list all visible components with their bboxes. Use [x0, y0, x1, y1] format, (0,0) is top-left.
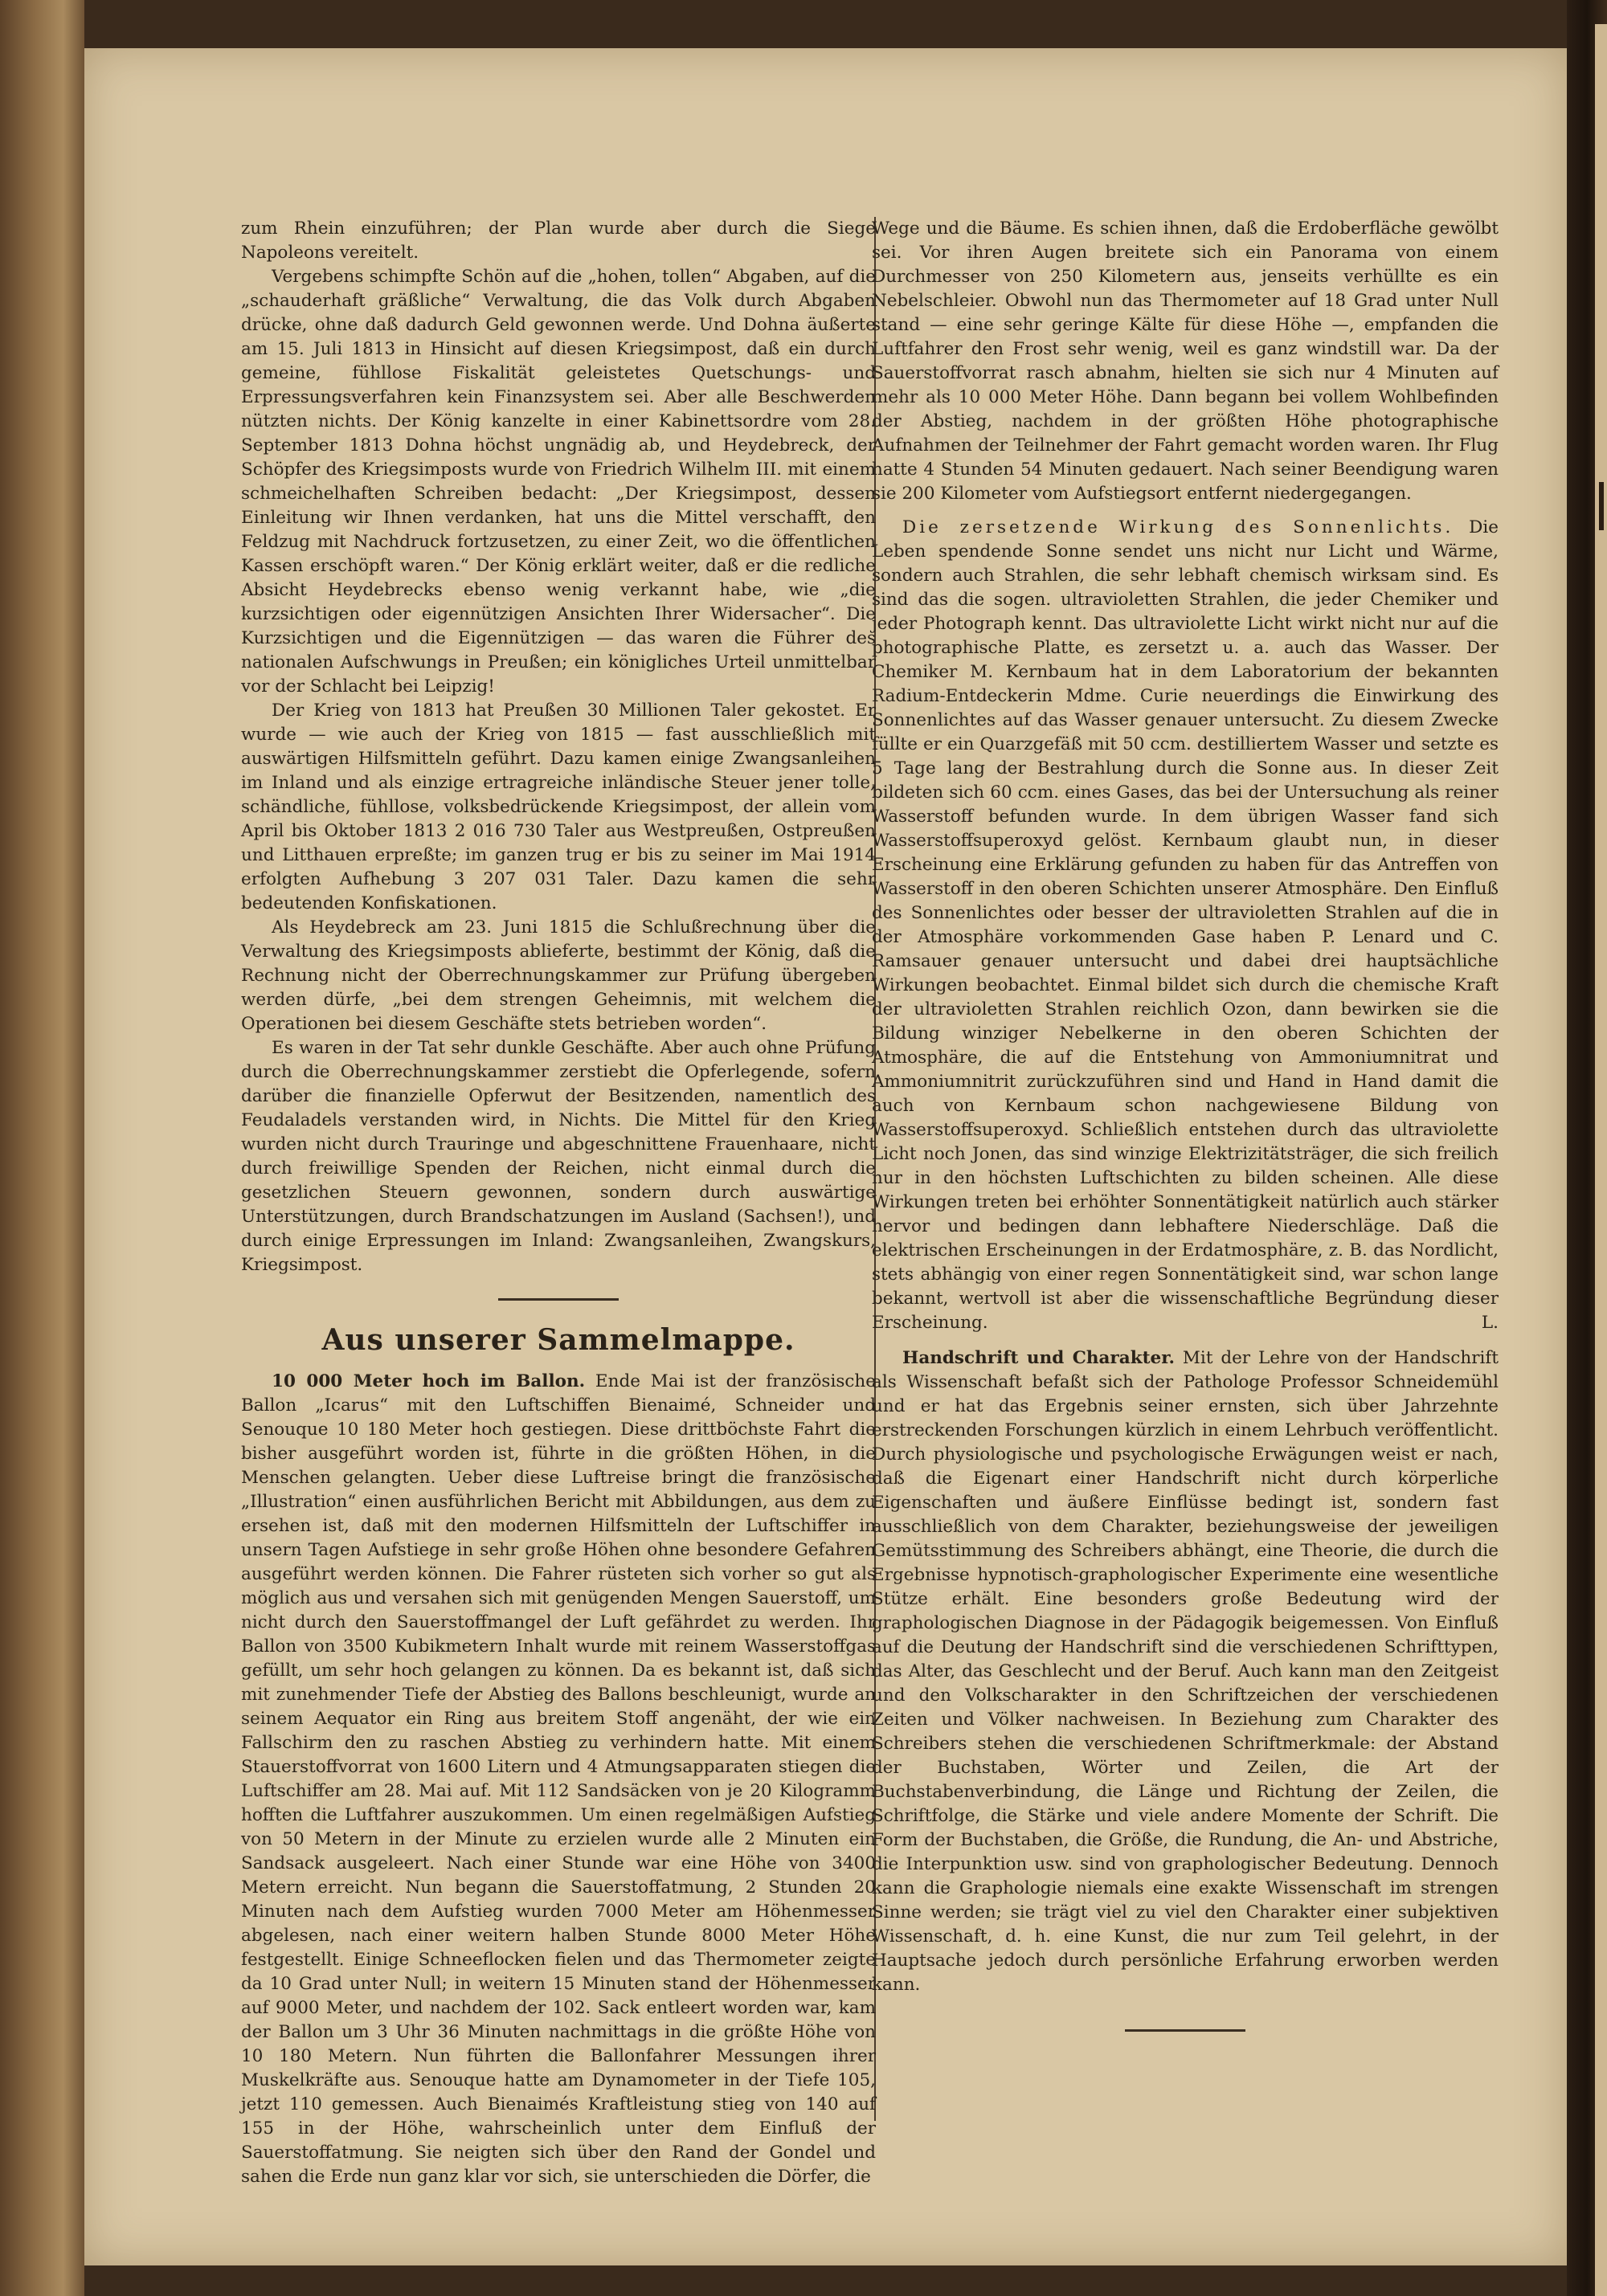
article-text-balloon: Ende Mai ist der französische Ballon „Icarus“ mit den Luftschiffen Bienaimé, Schneider und Senouque 10 180 Meter hoch gestiegen. Diese drittböchste Fahrt die bisher ausgeführt worden ist, führte in die größten Höhen, in die Menschen gelangten. Ueber diese Luftreise bringt die französische „Illustration“ einen ausführlichen Bericht mit Abbildungen, aus dem zu ersehen ist, daß mit den modernen Hilfsmitteln der Luftschiffer in unsern Tagen Aufstiege in sehr große Höhen ohne besondere Gefahren ausgeführt werden können. Die Fahrer rüsteten sich vorher so gut als möglich aus und versahen sich mit genügenden Mengen Sauerstoff, um nicht durch den Sauerstoffmangel der Luft gefährdet zu werden. Ihr Ballon von 3500 Kubikmetern Inhalt wurde mit reinem Wasserstoffgas gefüllt, um sehr hoch gelangen zu können. Da es bekannt ist, daß sich mit zunehmender Tiefe der Abstieg des Ballons beschleunigt, wurde an seinem Aequator ein Ring aus breitem Stoff angenäht, der wie ein Fallschirm den zu raschen Abstieg zu verhindern hatte. Mit einem Stauerstoffvorrat von 1600 Litern und 4 Atmungsapparaten stiegen die Luftschiffer am 28. Mai auf. Mit 112 Sandsäcken von je 20 Kilogramm hofften die Luftfahrer auszukommen. Um einen regelmäßigen Aufstieg von 50 Metern in der Minute zu erzielen wurde alle 2 Minuten ein Sandsack ausgeleert. Nach einer Stunde war eine Höhe von 3400 Metern erreicht. Nun begann die Sauerstoffatmung, 2 Stunden 20 Minuten nach dem Aufstieg wurden 7000 Meter am Höhenmesser abgelesen, nach einer weitern halben Stunde 8000 Meter Höhe festgestellt. Einige Schneeflocken fielen und das Thermometer zeigte da 10 Grad unter Null; in weitern 15 Minuten stand der Höhenmesser auf 9000 Meter, und nachdem der 102. Sack entleert worden war, kam der Ballon um 3 Uhr 36 Minuten nachmittags in die größte Höhe von 10 180 Metern. Nun führten die Ballonfahrer Messungen ihrer Muskelkräfte aus. Senouque hatte am Dynamometer in der Tiefe 105, jetzt 110 gemessen. Auch Bienaimés Kraftleistung stieg von 140 auf 155 in der Höhe, wahrscheinlich unter dem Einfluß der Sauerstoffatmung. Sie neigten sich über den Rand der Gondel und sahen die Erde nun ganz klar vor sich, sie unterschieden die Dörfer, die — [241, 1371, 876, 2187]
section-separator — [498, 1298, 619, 1301]
book-binding-left — [0, 0, 84, 2296]
article-text-handwriting: Mit der Lehre von der Handschrift als Wissenschaft befaßt sich der Pathologe Professor Schneidemühl und er hat das Ergebnis seiner ernsten, sich über Jahrzehnte erstreckenden Forschungen kürzlich in einem Lehrbuch veröffentlicht. Durch physiologische und psychologische Erwägungen weist er nach, daß die Eigenart einer Handschrift nicht durch körperliche Eigenschaften und äußere Einflüsse bedingt ist, sondern fast ausschließlich von dem Charakter, beziehungsweise der jeweiligen Gemütsstimmung des Schreibers abhängt, eine Theorie, die durch die Ergebnisse hypnotisch-graphologischer Experimente eine wesentliche Stütze erhält. Eine besonders große Bedeutung wird der graphologischen Diagnose in der Pädagogik beigemessen. Von Einfluß auf die Deutung der Handschrift sind die verschiedenen Schrifttypen, das Alter, das Geschlecht und der Beruf. Auch kann man den Zeitgeist und den Volkscharakter in den Schriftzeichen der verschiedenen Zeiten und Völker nachweisen. In Beziehung zum Charakter des Schreibers stehen die verschiedenen Schriftmerkmale: der Abstand der Buchstaben, Wörter und Zeilen, die Art der Buchstabenverbindung, die Länge und Richtung der Zeilen, die Schriftfolge, die Stärke und viele andere Momente der Schrift. Die Form der Buchstaben, die Größe, die Rundung, die An- und Abstriche, die Interpunktion usw. sind von graphologischer Bedeutung. Dennoch kann die Graphologie niemals eine exakte Wissenschaft im strengen Sinne werden; sie trägt viel zu viel den Charakter einer subjektiven Wissenschaft, d. h. eine Kunst, die nur zum Teil gelehrt, in der Hauptsache jedoch durch persönliche Erfahrung erworben werden kann. — [872, 1348, 1499, 1995]
article-balloon-continued: Wege und die Bäume. Es schien ihnen, daß die Erdoberfläche gewölbt sei. Vor ihren Augen breitete sich ein Panorama von einem Durchmesser von 250 Kilometern aus, jenseits verhüllte es ein Nebelschleier. Obwohl nun das Thermometer auf 18 Grad unter Null stand — eine sehr geringe Kälte für diese Höhe —, empfanden die Luftfahrer den Frost sehr wenig, weil es ganz windstill war. Da der Sauerstoffvorrat rasch abnahm, hielten sie sich nur 4 Minuten auf mehr als 10 000 Meter Höhe. Dann begann bei vollem Wohlbefinden der Abstieg, nachdem in der größten Höhe photographische Aufnahmen der Teilnehmer der Fahrt gemacht worden waren. Ihr Flug hatte 4 Stunden 54 Minuten gedauert. Nach seiner Beendigung waren sie 200 Kilometer vom Aufstiegsort entfernt niedergegangen. — [872, 219, 1499, 504]
article-title-handwriting: Handschrift und Charakter. — [902, 1348, 1176, 1368]
adjacent-page-edge — [1595, 24, 1607, 2296]
adjacent-page-mark — [1599, 482, 1604, 530]
paragraph-dunkle-geschaefte: Es waren in der Tat sehr dunkle Geschäfte. Aber auch ohne Prüfung durch die Oberrechnungskammer zerstiebt die Opferlegende, sofern darüber die finanzielle Opferwut der Besitzenden, namentlich des Feudaladels verstanden wird, in Nichts. Die Mittel für den Krieg wurden nicht durch Trauringe und abgeschnittene Frauenhaare, nicht durch freiwillige Spenden der Reichen, nicht einmal durch die gesetzlichen Steuern gewonnen, sondern durch auswärtige Unterstützungen, durch Brandschatzungen im Ausland (Sachsen!), und durch einige Erpressungen im Inland: Zwangsanleihen, Zwangskurs, Kriegsimpost. — [241, 1038, 876, 1275]
article-title-balloon: 10 000 Meter hoch im Ballon. — [272, 1371, 586, 1391]
article-balloon — [241, 1370, 876, 2189]
paragraph-heydebreck: Als Heydebreck am 23. Juni 1815 die Schlußrechnung über die Verwaltung des Kriegsimposts ablieferte, bestimmt der König, daß die Rechnung nicht der Oberrechnungskammer zur Prüfung übergeben werden dürfe, „bei dem strengen Geheimnis, mit welchem die Operationen bei diesem Geschäfte stets betrieben worden“. — [241, 917, 876, 1034]
article-sunlight — [872, 516, 1499, 1335]
paragraph-rhein: zum Rhein einzuführen; der Plan wurde aber durch die Siege Napoleons vereitelt. — [241, 219, 876, 263]
article-title-sunlight: Die zersetzende Wirkung des Sonnenlichts. — [902, 517, 1454, 537]
end-separator — [1125, 2029, 1245, 2032]
article-text-sunlight: Die Leben spendende Sonne sendet uns nicht nur Licht und Wärme, sondern auch Strahlen, die sehr lebhaft chemisch wirksam sind. Es sind das die sogen. ultravioletten Strahlen, die jeder Chemiker und jeder Photograph kennt. Das ultraviolette Licht wirkt nicht nur auf die photographische Platte, es zersetzt u. a. auch das Wasser. Der Chemiker M. Kernbaum hat in dem Laboratorium der bekannten Radium-Entdeckerin Mdme. Curie neuerdings die Einwirkung des Sonnenlichtes auf das Wasser genauer untersucht. Zu diesem Zwecke füllte er ein Quarzgefäß mit 50 ccm. destilliertem Wasser und setzte es 5 Tage lang der Bestrahlung durch die Sonne aus. In dieser Zeit bildeten sich 60 ccm. eines Gases, das bei der Untersuchung als reiner Wasserstoff befunden wurde. In dem übrigen Wasser fand sich Wasserstoffsuperoxyd gelöst. Kernbaum glaubt nun, in dieser Erscheinung eine Erklärung gefunden zu haben für das Antreffen von Wasserstoff in den oberen Schichten unserer Atmosphäre. Den Einfluß des Sonnenlichtes oder besser der ultravioletten Strahlen auf die in der Atmosphäre vorkommenden Gase haben P. Lenard und C. Ramsauer genauer untersucht und dabei drei hauptsächliche Wirkungen beobachtet. Einmal bildet sich durch die chemische Kraft der ultravioletten Strahlen reichlich Ozon, dann bewirken sie die Bildung winziger Nebelkerne in den oberen Schichten der Atmosphäre, die auf die Entstehung von Ammoniumnitrat und Ammoniumnitrit zurückzuführen sind und Hand in Hand damit die auch von Kernbaum schon nachgewiesene Bildung von Wasserstoffsuperoxyd. Schließlich entstehen durch das ultraviolette Licht noch Jonen, das sind winzige Elektrizitätsträger, die sich freilich nur in den höchsten Luftschichten zu bilden scheinen. Alle diese Wirkungen treten bei erhöhter Sonnentätigkeit natürlich auch stärker hervor und bedingen dann lebhaftere Niederschläge. Daß die elektrischen Erscheinungen in der Erdatmosphäre, z. B. das Nordlicht, stets abhängig von einer regen Sonnentätigkeit sind, war schon lange bekannt, wertvoll ist aber die wissenschaftliche Begründung dieser Erscheinung. — [872, 517, 1499, 1333]
article-signature: L. — [1481, 1313, 1499, 1333]
section-heading: Aus unserer Sammelmappe. — [321, 1323, 795, 1357]
paragraph-schoen: Vergebens schimpfte Schön auf die „hohen, tollen“ Abgaben, auf die „schauderhaft gräßliche“ Verwaltung, die das Volk durch Abgaben drücke, ohne daß dadurch Geld gewonnen werde. Und Dohna äußerte am 15. Juli 1813 in Hinsicht auf diesen Kriegsimpost, daß ein durch gemeine, fühllose Fiskalität geleistetes Quetschungs- und Erpressungsverfahren kein Finanzsystem sei. Aber alle Beschwerden nützten nichts. Der König kanzelte in einer Kabinettsordre vom 28. September 1813 Dohna höchst ungnädig ab, und Heydebreck, der Schöpfer des Kriegsimposts wurde von Friedrich Wilhelm III. mit einem schmeichelhaften Schreiben bedacht: „Der Kriegsimpost, dessen Einleitung wir Ihnen verdanken, hat uns die Mittel verschafft, den Feldzug mit Nachdruck fortzusetzen, zu einer Zeit, wo die öffentlichen Kassen erschöpft waren.“ Der König erklärt weiter, daß er die redliche Absicht Heydebrecks ebenso wenig verkannt habe, wie „die kurzsichtigen oder eigennützigen Ansichten Ihrer Widersacher“. Die Kurzsichtigen und die Eigennützigen — das waren die Führer des nationalen Aufschwungs in Preußen; ein königliches Urteil unmittelbar vor der Schlacht bei Leipzig! — [241, 267, 876, 697]
left-column — [241, 217, 876, 2189]
paragraph-krieg-1813: Der Krieg von 1813 hat Preußen 30 Millionen Taler gekostet. Er wurde — wie auch der Krieg von 1815 — fast ausschließlich mit auswärtigen Hilfsmitteln geführt. Dazu kamen einige Zwangsanleihen im Inland und als einzige ertragreiche inländische Steuer jener tolle, schändliche, fühllose, volksbedrückende Kriegsimpost, der allein vom April bis Oktober 1813 2 016 730 Taler aus Westpreußen, Ostpreußen und Litthauen erpreßte; im ganzen trug er bis zu seiner im Mai 1914 erfolgten Aufhebung 3 207 031 Taler. Dazu kamen die sehr bedeutenden Konfiskationen. — [241, 701, 876, 913]
right-column — [872, 217, 1499, 2032]
article-handwriting — [872, 1346, 1499, 1997]
